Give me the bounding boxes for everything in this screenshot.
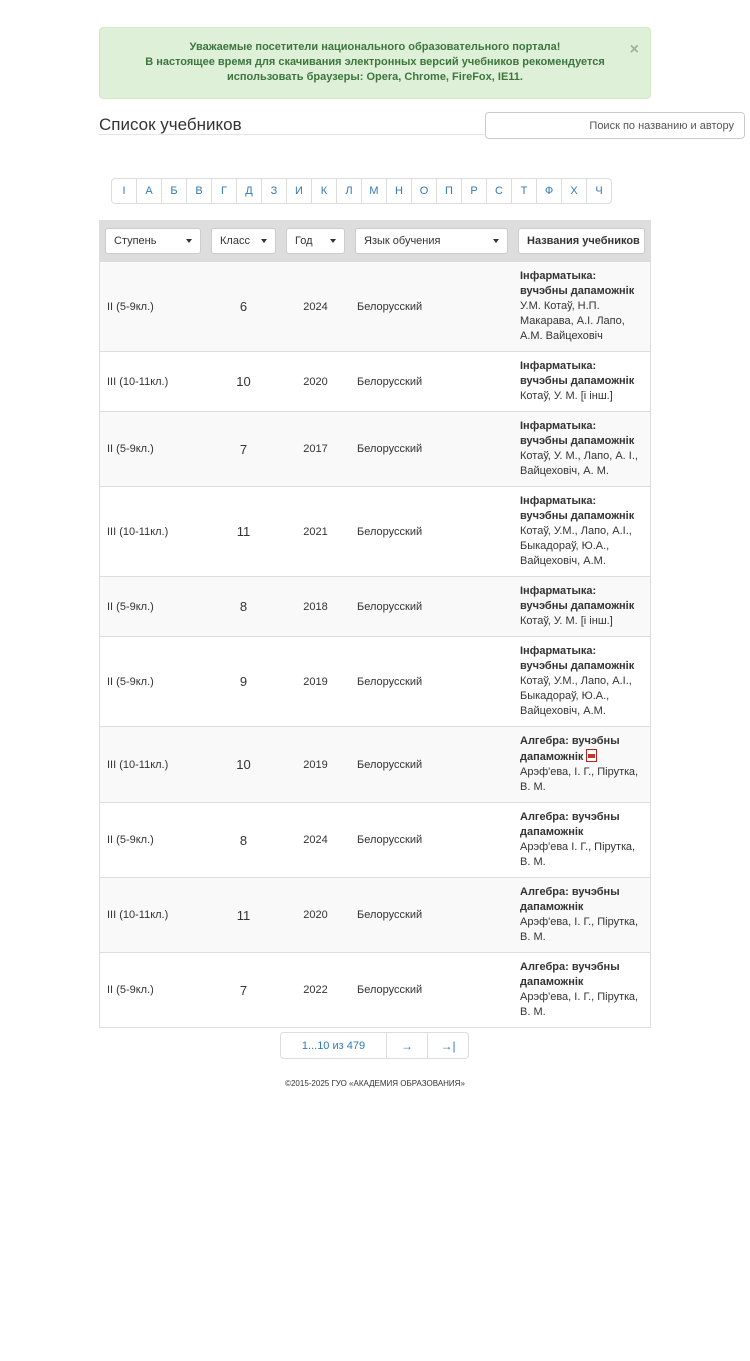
book-title-link[interactable]: Інфарматыка: вучэбны дапаможнік: [520, 420, 635, 447]
grade-cell: 8: [239, 599, 248, 614]
pagination: [280, 1032, 469, 1059]
close-icon[interactable]: ×: [629, 41, 639, 58]
book-title-link[interactable]: Інфарматыка: вучэбны дапаможнік: [520, 360, 635, 387]
book-title-link[interactable]: Інфарматыка: вучэбны дапаможнік: [520, 645, 635, 672]
stage-cell: II (5-9кл.): [107, 675, 154, 688]
title-sort-label: Названия учебников: [527, 235, 640, 247]
year-cell: 2018: [303, 600, 328, 613]
table-row[interactable]: [100, 262, 650, 352]
alphabet-letter[interactable]: О: [411, 178, 437, 204]
stage-cell: II (5-9кл.): [107, 300, 154, 313]
alphabet-letter[interactable]: А: [136, 178, 162, 204]
language-cell: Белорусский: [357, 375, 423, 388]
book-authors: Арэф'ева, І. Г., Піруткa, В. М.: [520, 916, 639, 943]
language-filter-dropdown[interactable]: [355, 228, 508, 254]
book-title-link[interactable]: Інфарматыка: вучэбны дапаможнік: [520, 270, 635, 297]
caret-down-icon: [186, 239, 192, 243]
year-cell: 2020: [303, 909, 328, 921]
language-cell: Белорусский: [357, 443, 423, 455]
table-row[interactable]: [100, 487, 650, 577]
title-sort-button[interactable]: [518, 228, 645, 254]
language-cell: Белорусский: [357, 525, 423, 538]
stage-cell: II (5-9кл.): [107, 984, 154, 996]
grade-cell: 10: [236, 374, 251, 389]
table-row[interactable]: [100, 352, 650, 412]
caret-down-icon: [493, 239, 499, 243]
alphabet-letter[interactable]: Т: [511, 178, 537, 204]
caret-down-icon: [261, 239, 267, 243]
language-cell: Белорусский: [357, 758, 423, 771]
alphabet-filter: [111, 178, 612, 204]
alphabet-letter[interactable]: Б: [161, 178, 187, 204]
title-cell: [513, 487, 650, 577]
title-divider: [99, 134, 489, 135]
title-cell: [513, 727, 650, 803]
pagination-info[interactable]: 1...10 из 479: [280, 1032, 387, 1059]
alphabet-letter[interactable]: І: [111, 178, 137, 204]
grade-filter-dropdown[interactable]: [211, 228, 276, 254]
alphabet-letter[interactable]: Н: [386, 178, 412, 204]
footer-copyright: ©2015-2025 ГУО «АКАДЕМИЯ ОБРАЗОВАНИЯ»: [285, 1079, 465, 1088]
next-page-button[interactable]: →: [386, 1032, 428, 1059]
stage-cell: II (5-9кл.): [107, 600, 154, 613]
alphabet-letter[interactable]: С: [486, 178, 512, 204]
alphabet-letter[interactable]: В: [186, 178, 212, 204]
alphabet-letter[interactable]: М: [361, 178, 387, 204]
grade-cell: 8: [239, 832, 248, 848]
stage-filter-label: Ступень: [114, 235, 157, 247]
title-cell: [513, 953, 650, 1028]
book-title-link[interactable]: Алгебра: вучэбны дапаможнік: [520, 735, 620, 763]
search-input[interactable]: [485, 112, 745, 139]
alert-line-2: В настоящее время для скачивания электронных версий учебников рекомендуется: [145, 56, 605, 68]
alphabet-letter[interactable]: П: [436, 178, 462, 204]
alphabet-letter[interactable]: И: [286, 178, 312, 204]
browser-alert: [99, 27, 651, 99]
book-authors: Котаў, У.М., Лапо, А.І., Быкадораў, Ю.А., Вайцеховіч, А.М.: [520, 675, 632, 717]
title-cell: [513, 262, 650, 352]
alert-line-1: Уважаемые посетители национального образовательного портала!: [189, 41, 561, 53]
last-page-button[interactable]: →|: [427, 1032, 469, 1059]
grade-cell: 7: [239, 441, 248, 457]
book-authors: Арэф'ева, І. Г., Піруткa, В. М.: [520, 991, 639, 1018]
table-row[interactable]: [100, 577, 650, 637]
alphabet-letter[interactable]: Ф: [536, 178, 562, 204]
title-cell: [513, 352, 650, 412]
year-cell: 2024: [303, 834, 328, 846]
year-cell: 2019: [303, 758, 328, 771]
stage-cell: III (10-11кл.): [107, 758, 169, 771]
stage-cell: III (10-11кл.): [107, 525, 169, 538]
stage-cell: II (5-9кл.): [107, 443, 154, 455]
table-row[interactable]: [100, 637, 650, 727]
title-cell: [513, 803, 650, 878]
caret-down-icon: [330, 239, 336, 243]
book-authors: Котаў, У. М., Лапо, А. І., Вайцеховіч, А. М.: [520, 450, 638, 477]
grade-filter-label: Класс: [220, 235, 250, 247]
page-container: [99, 27, 651, 1088]
book-title-link[interactable]: Алгебра: вучэбны дапаможнік: [520, 811, 620, 838]
title-cell: [513, 878, 650, 953]
alphabet-letter[interactable]: Г: [211, 178, 237, 204]
year-filter-dropdown[interactable]: [286, 228, 345, 254]
year-cell: 2017: [303, 443, 328, 455]
year-cell: 2019: [303, 675, 328, 688]
alphabet-letter[interactable]: З: [261, 178, 287, 204]
year-cell: 2022: [303, 984, 328, 996]
stage-cell: III (10-11кл.): [107, 909, 169, 921]
alphabet-letter[interactable]: Ч: [586, 178, 612, 204]
header-row: [99, 113, 651, 153]
title-cell: [513, 412, 650, 487]
table-row[interactable]: [100, 953, 650, 1028]
book-title-link[interactable]: Алгебра: вучэбны дапаможнік: [520, 961, 620, 988]
book-authors: Котаў, У. М. [і інш.]: [520, 615, 613, 627]
year-cell: 2024: [303, 300, 328, 313]
grade-cell: 11: [236, 524, 251, 539]
book-authors: Арэф'ева, І. Г., Піруткa, В. М.: [520, 766, 639, 793]
year-filter-label: Год: [295, 235, 313, 247]
book-authors: Арэф'ева І. Г., Піруткa, В. М.: [520, 841, 636, 868]
page-title: Список учебников: [99, 115, 242, 134]
alphabet-letter[interactable]: Х: [561, 178, 587, 204]
grade-cell: 10: [236, 757, 251, 772]
grade-cell: 11: [236, 907, 251, 923]
book-title-link[interactable]: Інфарматыка: вучэбны дапаможнік: [520, 585, 635, 612]
grade-cell: 9: [239, 674, 248, 689]
book-title-link[interactable]: Алгебра: вучэбны дапаможнік: [520, 886, 620, 913]
year-cell: 2020: [303, 375, 328, 388]
title-cell: [513, 577, 650, 637]
stage-cell: III (10-11кл.): [107, 375, 169, 388]
language-cell: Белорусский: [357, 984, 423, 996]
book-authors: Котаў, У.М., Лапо, А.І., Быкадораў, Ю.А., Вайцеховіч, А.М.: [520, 525, 632, 567]
pdf-icon[interactable]: [586, 749, 597, 762]
language-cell: Белорусский: [357, 600, 423, 613]
book-authors: Котаў, У. М. [і інш.]: [520, 390, 613, 402]
alphabet-letter[interactable]: Л: [336, 178, 362, 204]
book-title-link[interactable]: Інфарматыка: вучэбны дапаможнік: [520, 495, 635, 522]
language-cell: Белорусский: [357, 909, 423, 921]
language-cell: Белорусский: [357, 300, 423, 313]
alphabet-letter[interactable]: К: [311, 178, 337, 204]
stage-cell: II (5-9кл.): [107, 834, 154, 846]
book-authors: У.М. Котаў, Н.П. Макарава, А.І. Лапо, А.М. Вайцеховіч: [520, 300, 625, 342]
table-header-row: [100, 221, 650, 262]
alphabet-letter[interactable]: Р: [461, 178, 487, 204]
table-row[interactable]: [100, 727, 650, 803]
language-filter-label: Язык обучения: [364, 235, 441, 247]
alert-line-3: использовать браузеры: Opera, Chrome, FireFox, IE11.: [227, 71, 523, 83]
alphabet-letter[interactable]: Д: [236, 178, 262, 204]
table-row[interactable]: [100, 803, 650, 878]
title-cell: [513, 637, 650, 727]
language-cell: Белорусский: [357, 675, 423, 688]
language-cell: Белорусский: [357, 834, 423, 846]
grade-cell: 6: [239, 299, 248, 314]
year-cell: 2021: [303, 525, 328, 538]
table-row[interactable]: [100, 878, 650, 953]
stage-filter-dropdown[interactable]: [105, 228, 201, 254]
textbooks-table: [99, 220, 651, 1028]
table-row[interactable]: [100, 412, 650, 487]
grade-cell: 7: [239, 982, 248, 998]
